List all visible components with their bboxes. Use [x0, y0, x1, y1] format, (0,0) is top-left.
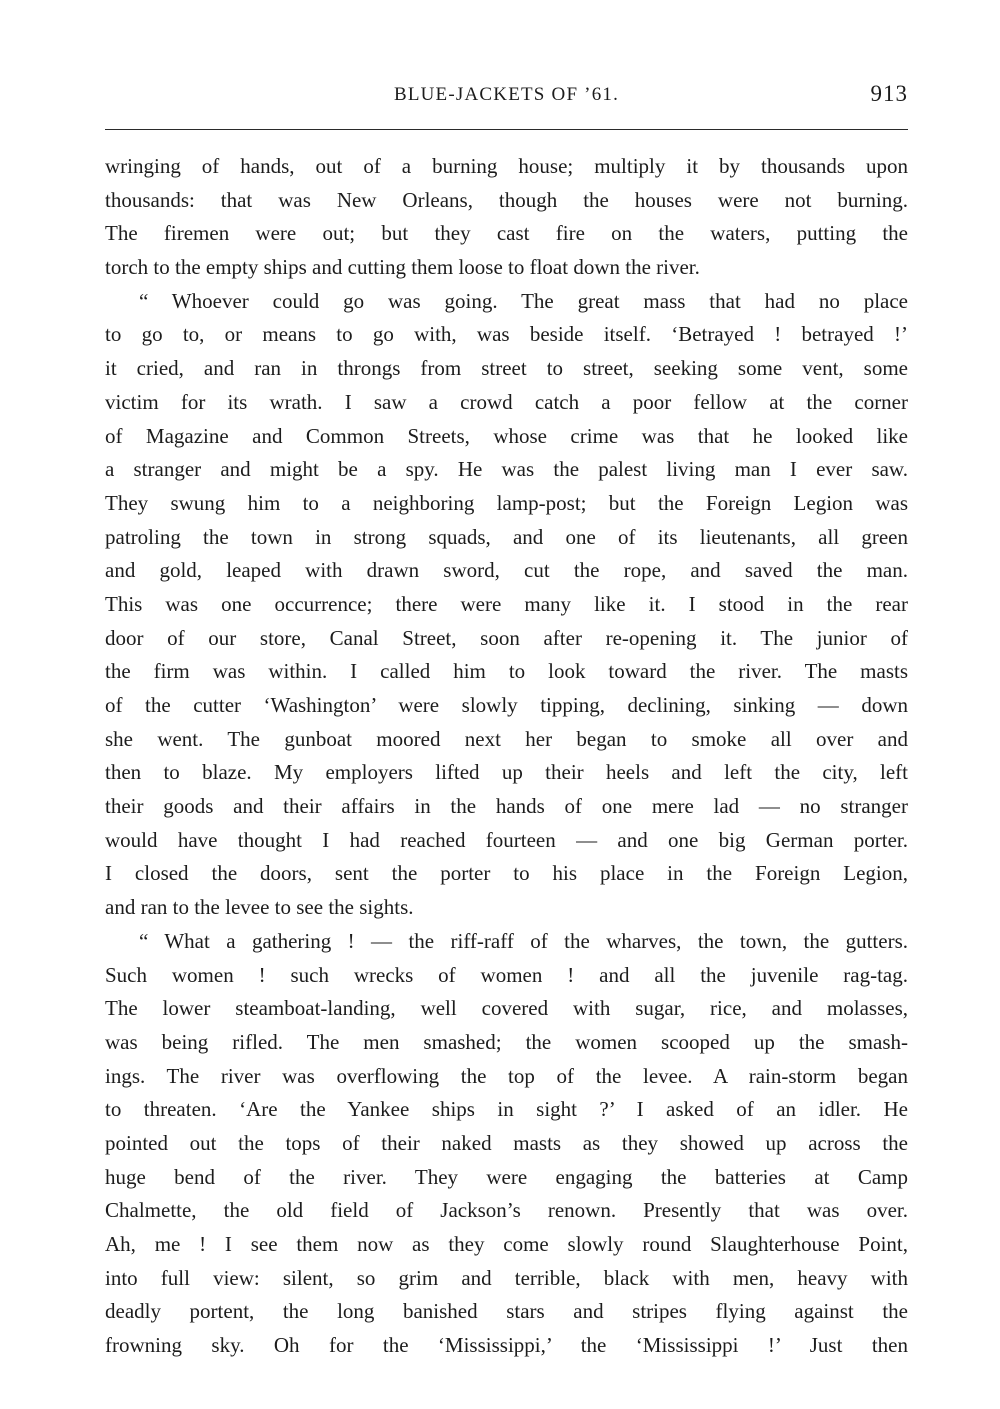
text-line: she went. The gunboat moored next her began to smoke all over and: [105, 726, 908, 751]
text-line: The lower steamboat-landing, well covered with sugar, rice, and molasses,: [105, 996, 908, 1021]
header-rule: [105, 129, 908, 130]
paragraph: [105, 285, 908, 925]
text-line: frowning sky. Oh for the ‘Mississippi,’ the ‘Mississippi !’ Just then: [105, 1333, 908, 1358]
text-line: to go to, or means to go with, was beside itself. ‘Betrayed ! betrayed !’: [105, 322, 908, 347]
page-header: [105, 81, 908, 114]
text-line: deadly portent, the long banished stars and stripes flying against the: [105, 1299, 908, 1324]
text-line: torch to the empty ships and cutting them loose to float down the river.: [105, 255, 700, 280]
text-line: would have thought I had reached fourteen — and one big German porter.: [105, 827, 908, 852]
paragraph: [105, 150, 908, 285]
text-line: it cried, and ran in throngs from street to street, seeking some vent, some: [105, 356, 908, 381]
text-line: was being rifled. The men smashed; the women scooped up the smash-: [105, 1029, 908, 1054]
text-line: a stranger and might be a spy. He was the palest living man I ever saw.: [105, 457, 908, 482]
text-line: and ran to the levee to see the sights.: [105, 895, 414, 920]
text-line: wringing of hands, out of a burning house; multiply it by thousands upon: [105, 154, 908, 178]
text-line: This was one occurrence; there were many like it. I stood in the rear: [105, 591, 908, 616]
text-line: of the cutter ‘Washington’ were slowly tipping, declining, sinking — down: [105, 693, 908, 717]
text-line: “ Whoever could go was going. The great mass that had no place: [139, 288, 908, 313]
text-line: of Magazine and Common Streets, whose crime was that he looked like: [105, 423, 908, 448]
text-line: Ah, me ! I see them now as they come slowly round Slaughterhouse Point,: [105, 1232, 908, 1256]
text-line: into full view: silent, so grim and terrible, black with men, heavy with: [105, 1265, 908, 1290]
text-line: ings. The river was overflowing the top of the levee. A rain-storm began: [105, 1063, 908, 1088]
text-line: They swung him to a neighboring lamp-post; but the Foreign Legion was: [105, 490, 908, 515]
running-title: BLUE-JACKETS OF ’61.: [393, 84, 620, 105]
text-line: and gold, leaped with drawn sword, cut the rope, and saved the man.: [105, 558, 908, 583]
page-number: 913: [870, 81, 908, 106]
text-line: Chalmette, the old field of Jackson’s renown. Presently that was over.: [105, 1198, 908, 1223]
text-line: thousands: that was New Orleans, though the houses were not burning.: [105, 187, 908, 212]
text-line: then to blaze. My employers lifted up their heels and left the city, left: [105, 760, 908, 785]
paragraph: [105, 925, 908, 1363]
text-line: victim for its wrath. I saw a crowd catch a poor fellow at the corner: [105, 389, 908, 414]
text-line: pointed out the tops of their naked masts as they showed up across the: [105, 1130, 908, 1155]
text-line: their goods and their affairs in the hands of one mere lad — no stranger: [105, 794, 908, 819]
text-line: Such women ! such wrecks of women ! and all the juvenile rag-tag.: [105, 962, 908, 987]
text-line: the firm was within. I called him to look toward the river. The masts: [105, 659, 908, 684]
text-line: I closed the doors, sent the porter to his place in the Foreign Legion,: [105, 861, 908, 886]
text-line: to threaten. ‘Are the Yankee ships in sight ?’ I asked of an idler. He: [105, 1097, 908, 1122]
body-text: [105, 150, 908, 1363]
text-line: huge bend of the river. They were engaging the batteries at Camp: [105, 1164, 908, 1189]
text-line: The firemen were out; but they cast fire on the waters, putting the: [105, 221, 908, 246]
text-line: door of our store, Canal Street, soon after re-opening it. The junior of: [105, 625, 908, 650]
text-line: “ What a gathering ! — the riff-raff of the wharves, the town, the gutters.: [139, 928, 908, 953]
text-line: patroling the town in strong squads, and one of its lieutenants, all green: [105, 524, 908, 549]
